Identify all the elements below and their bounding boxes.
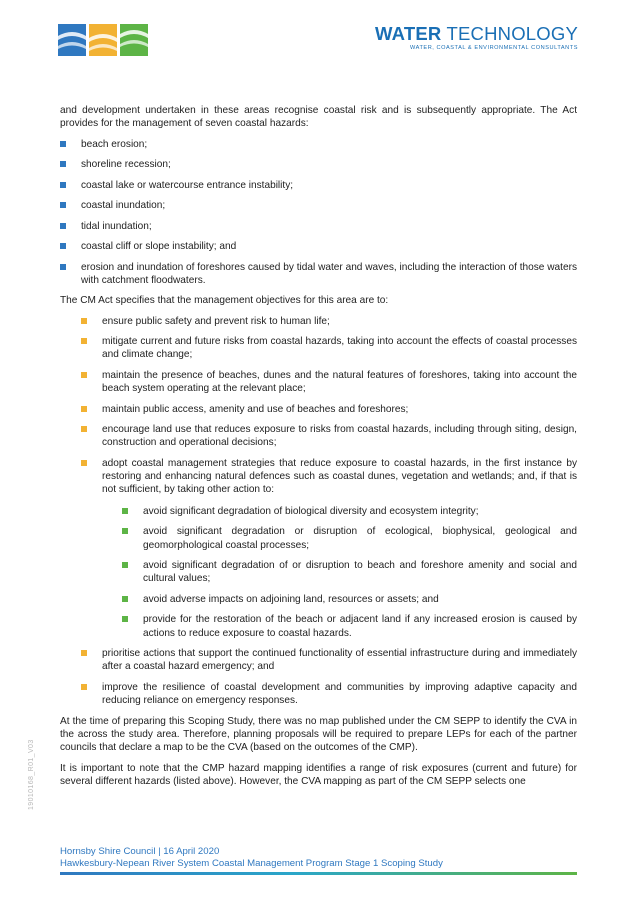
list-item: mitigate current and future risks from coastal hazards, taking into account the effects of coastal processes and climate change;: [81, 335, 577, 362]
bullet-icon: [122, 528, 128, 534]
brand-name-bold: WATER: [375, 23, 442, 44]
hazard-mapping-paragraph: It is important to note that the CMP hazard mapping identifies a range of risk exposures (current and future) for several different hazards (listed above). However, the CVA mapping as part of the CM SEPP selects one: [60, 762, 577, 787]
brand-name-light: TECHNOLOGY: [441, 23, 578, 44]
footer-project-title: Hawkesbury-Nepean River System Coastal Management Program Stage 1 Scoping Study: [60, 857, 443, 869]
bullet-icon: [60, 182, 66, 188]
hazard-list: [60, 138, 577, 288]
list-item: coastal lake or watercourse entrance instability;: [60, 179, 577, 192]
list-item: tidal inundation;: [60, 220, 577, 233]
cva-paragraph: At the time of preparing this Scoping Study, there was no map published under the CM SEPP to identify the CVA in the across the study area. Therefore, planning proposals will be required to prepare LEPs for each of the partner councils that declare a map to be the CVA (based on the outcomes of the CMP).: [60, 715, 577, 754]
page-footer: [60, 846, 443, 869]
list-item: ensure public safety and prevent risk to human life;: [81, 315, 577, 328]
document-reference-code: 19010168_R01_V03: [28, 739, 35, 810]
sub-objectives-list: [122, 505, 577, 640]
document-body: [60, 104, 577, 795]
footer-divider: [60, 872, 577, 875]
list-item: beach erosion;: [60, 138, 577, 151]
bullet-icon: [60, 161, 66, 167]
bullet-icon: [81, 372, 87, 378]
list-item: prioritise actions that support the continued functionality of essential infrastructure during and immediately after a coastal hazard emergency; and: [81, 647, 577, 674]
list-item: adopt coastal management strategies that reduce exposure to coastal hazards, in the first instance by restoring and enhancing natural defences such as coastal dunes, vegetation and wetlands; and, if that is not sufficient, by taking other action to: avoid significant degradation of biological diversity and ecosystem integrity; avoid significant degradation or disruption of ecological, biophysical, geological and geomorphological coastal processes; avoid significant degradation of or disruption to beach and foreshore amenity and social and cultural values; avoid adverse impacts on adjoining land, resources or assets; and provide for the restoration of the beach or adjacent land if any increased erosion is caused by actions to reduce exposure to coastal hazards.: [81, 457, 577, 640]
bullet-icon: [122, 508, 128, 514]
bullet-icon: [81, 684, 87, 690]
bullet-icon: [81, 318, 87, 324]
list-item: shoreline recession;: [60, 158, 577, 171]
bullet-icon: [81, 426, 87, 432]
bullet-icon: [81, 406, 87, 412]
list-item: avoid significant degradation or disruption of ecological, biophysical, geological and geomorphological coastal processes;: [122, 525, 577, 552]
footer-client-date: Hornsby Shire Council | 16 April 2020: [60, 846, 220, 857]
bullet-icon: [60, 243, 66, 249]
list-item: coastal cliff or slope instability; and: [60, 240, 577, 253]
list-item: maintain the presence of beaches, dunes and the natural features of foreshores, taking into account the beach system operating at the relevant place;: [81, 369, 577, 396]
list-item: coastal inundation;: [60, 199, 577, 212]
brand-name: [375, 24, 578, 44]
objectives-list: [81, 315, 577, 708]
bullet-icon: [122, 562, 128, 568]
brand-block: [375, 24, 578, 51]
list-item: avoid significant degradation of or disruption to beach and foreshore amenity and social and cultural values;: [122, 559, 577, 586]
bullet-icon: [122, 596, 128, 602]
bullet-icon: [81, 460, 87, 466]
list-item: avoid significant degradation of biological diversity and ecosystem integrity;: [122, 505, 577, 518]
list-item: encourage land use that reduces exposure to risks from coastal hazards, including through siting, design, construction and operational decisions;: [81, 423, 577, 450]
list-item: avoid adverse impacts on adjoining land, resources or assets; and: [122, 593, 577, 606]
bullet-icon: [122, 616, 128, 622]
intro-paragraph: and development undertaken in these areas recognise coastal risk and is subsequently appropriate. The Act provides for the management of seven coastal hazards:: [60, 105, 577, 130]
bullet-icon: [81, 650, 87, 656]
bullet-icon: [81, 338, 87, 344]
bullet-icon: [60, 141, 66, 147]
list-item: improve the resilience of coastal development and communities by improving adaptive capacity and reducing reliance on emergency responses.: [81, 681, 577, 708]
list-item: maintain public access, amenity and use of beaches and foreshores;: [81, 403, 577, 416]
list-item: provide for the restoration of the beach or adjacent land if any increased erosion is caused by actions to reduce exposure to coastal hazards.: [122, 613, 577, 640]
brand-tagline: WATER, COASTAL & ENVIRONMENTAL CONSULTANTS: [409, 45, 578, 51]
bullet-icon: [60, 202, 66, 208]
bullet-icon: [60, 264, 66, 270]
water-technology-logo-icon: [58, 24, 148, 56]
list-item: erosion and inundation of foreshores caused by tidal water and waves, including the interaction of those waters with catchment floodwaters.: [60, 261, 577, 288]
objectives-intro: The CM Act specifies that the management objectives for this area are to:: [60, 295, 389, 307]
bullet-icon: [60, 223, 66, 229]
